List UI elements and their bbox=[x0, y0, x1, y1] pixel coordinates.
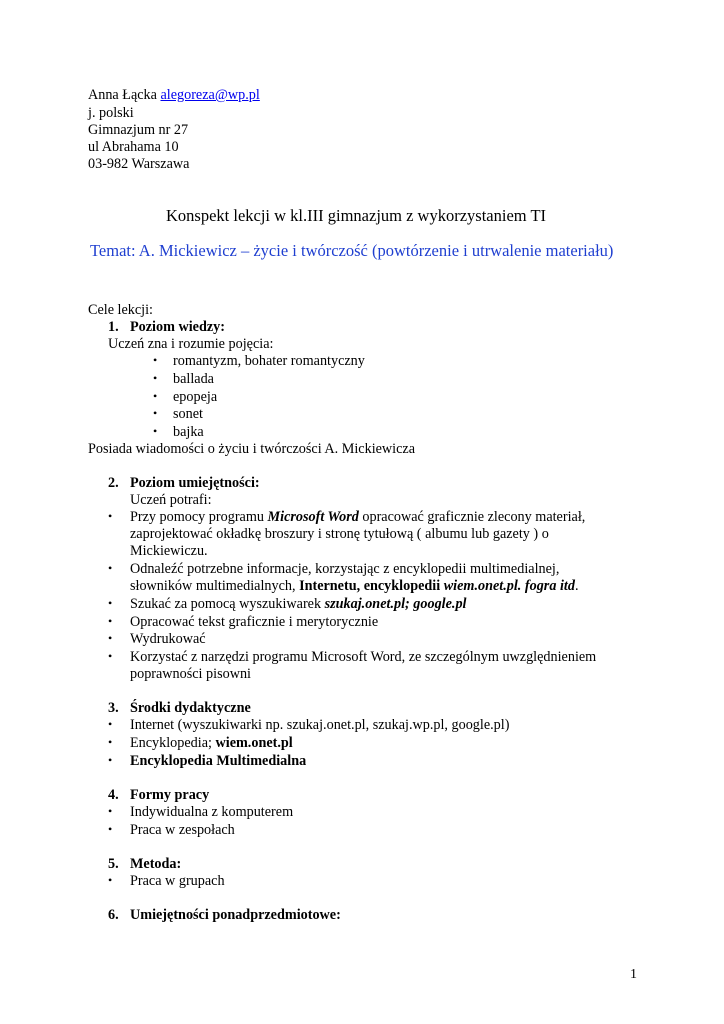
bullet-icon: • bbox=[108, 596, 113, 610]
list-item-continued: poprawności pisowni bbox=[130, 666, 251, 682]
section-2-intro: Uczeń potrafi: bbox=[130, 492, 212, 508]
list-item: Wydrukować bbox=[130, 631, 206, 647]
list-item: romantyzm, bohater romantyczny bbox=[173, 353, 365, 369]
section-1-intro: Uczeń zna i rozumie pojęcia: bbox=[108, 336, 274, 352]
list-item: epopeja bbox=[173, 389, 218, 405]
lesson-topic: Temat: A. Mickiewicz – życie i twórczość (powtórzenie i utrwalenie materiału) bbox=[90, 241, 614, 260]
goals-label: Cele lekcji: bbox=[88, 302, 154, 318]
bullet-icon: • bbox=[108, 509, 113, 523]
bullet-icon: • bbox=[108, 735, 113, 749]
author-street: ul Abrahama 10 bbox=[88, 139, 179, 155]
bullet-icon: • bbox=[153, 353, 158, 367]
author-line bbox=[88, 87, 260, 105]
list-item: Indywidualna z komputerem bbox=[130, 804, 294, 820]
list-item: bajka bbox=[173, 424, 204, 440]
list-item: Szukać za pomocą wyszukiwarek szukaj.onet.pl; google.pl bbox=[130, 596, 467, 612]
bullet-icon: • bbox=[108, 614, 113, 628]
list-item-continued: Mickiewiczu. bbox=[130, 543, 208, 559]
list-item: Encyklopedia; wiem.onet.pl bbox=[130, 735, 293, 751]
bullet-icon: • bbox=[108, 873, 113, 887]
bullet-icon: • bbox=[153, 406, 158, 420]
author-email-link[interactable]: alegoreza@wp.pl bbox=[160, 87, 260, 103]
list-item: Opracować tekst graficznie i merytorycznie bbox=[130, 614, 379, 630]
bullet-icon: • bbox=[108, 717, 113, 731]
bullet-icon: • bbox=[108, 804, 113, 818]
section-1-number: 1. bbox=[108, 319, 119, 335]
list-item: ballada bbox=[173, 371, 214, 387]
bullet-icon: • bbox=[153, 424, 158, 438]
section-5-number: 5. bbox=[108, 856, 119, 872]
bullet-icon: • bbox=[108, 561, 113, 575]
bullet-icon: • bbox=[153, 389, 158, 403]
bullet-icon: • bbox=[153, 371, 158, 385]
section-2-number: 2. bbox=[108, 475, 119, 491]
list-item: Przy pomocy programu Microsoft Word opracować graficznie zlecony materiał, bbox=[130, 509, 586, 525]
list-item: Internet (wyszukiwarki np. szukaj.onet.pl, szukaj.wp.pl, google.pl) bbox=[130, 717, 510, 733]
section-2-heading: Poziom umiejętności: bbox=[130, 475, 260, 491]
page-number: 1 bbox=[630, 967, 637, 982]
bullet-icon: • bbox=[108, 649, 113, 663]
author-city: 03-982 Warszawa bbox=[88, 156, 190, 172]
bullet-icon: • bbox=[108, 822, 113, 836]
section-4-number: 4. bbox=[108, 787, 119, 803]
list-item: Encyklopedia Multimedialna bbox=[130, 753, 307, 769]
list-item: Korzystać z narzędzi programu Microsoft Word, ze szczególnym uwzględnieniem bbox=[130, 649, 597, 665]
section-5-heading: Metoda: bbox=[130, 856, 182, 872]
author-school: Gimnazjum nr 27 bbox=[88, 122, 189, 138]
section-3-heading: Środki dydaktyczne bbox=[130, 700, 251, 716]
list-item: sonet bbox=[173, 406, 203, 422]
document-title: Konspekt lekcji w kl.III gimnazjum z wykorzystaniem TI bbox=[166, 206, 547, 225]
author-name: Anna Łącka bbox=[88, 87, 157, 103]
bullet-icon: • bbox=[108, 753, 113, 767]
list-item: Praca w zespołach bbox=[130, 822, 235, 838]
section-6-heading: Umiejętności ponadprzedmiotowe: bbox=[130, 907, 341, 923]
list-item-continued: zaprojektować okładkę broszury i stronę tytułową ( albumu lub gazety ) o bbox=[130, 526, 549, 542]
section-4-heading: Formy pracy bbox=[130, 787, 210, 803]
section-1-after: Posiada wiadomości o życiu i twórczości A. Mickiewicza bbox=[88, 441, 416, 457]
list-item: Odnaleźć potrzebne informacje, korzystając z encyklopedii multimedialnej, bbox=[130, 561, 560, 577]
section-1-heading: Poziom wiedzy: bbox=[130, 319, 225, 335]
bullet-icon: • bbox=[108, 631, 113, 645]
author-subject: j. polski bbox=[88, 105, 134, 121]
list-item-continued: słowników multimedialnych, Internetu, encyklopedii wiem.onet.pl. fogra itd. bbox=[130, 578, 579, 594]
list-item: Praca w grupach bbox=[130, 873, 225, 889]
section-3-number: 3. bbox=[108, 700, 119, 716]
section-6-number: 6. bbox=[108, 907, 119, 923]
